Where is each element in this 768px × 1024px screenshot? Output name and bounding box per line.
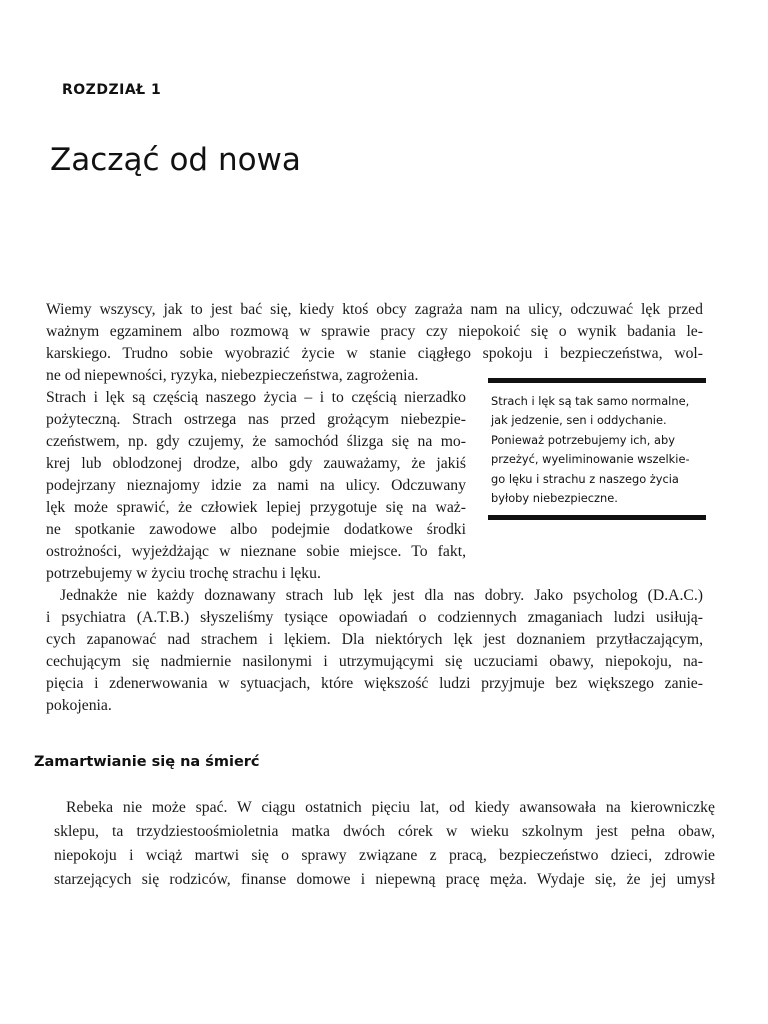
pull-quote-line: przeżyć, wyeliminowanie wszelkie- [491,452,690,467]
intro-line: czeństwem, np. gdy czujemy, że samochód ślizga się na mo- [46,433,466,450]
pull-quote-top-rule [488,378,706,383]
intro-line: Strach i lęk są częścią naszego życia – i to częścią nierzadko [46,389,466,406]
chapter-title: Zacząć od nowa [50,142,301,178]
pull-quote-text [491,392,706,508]
intro-line: ważnym egzaminem albo rozmową w sprawie pracy czy niepokoić się o wynik badania le- [46,323,703,340]
section-line: niepokoju i wciąż martwi się o sprawy związane z pracą, bezpieczeństwo dzieci, zdrowie [54,847,715,864]
intro-line: ostrożności, wyjeżdżając w nieznane sobie miejsce. To fakt, [46,543,466,560]
intro-line: pożyteczną. Strach ostrzega nas przed grożącym niebezpie- [46,411,466,428]
intro-line: Jednakże nie każdy doznawany strach lub lęk jest dla nas dobry. Jako psycholog (D.A.C.) [60,587,703,604]
section-line: starzejących się rodziców, finanse domowe i niepewną pracę męża. Wydaje się, że jej umysł [54,871,715,888]
chapter-label: ROZDZIAŁ 1 [62,82,162,98]
pull-quote-line: byłoby niebezpieczne. [491,491,618,506]
intro-line: karskiego. Trudno sobie wyobrazić życie w stanie ciągłego spokoju i bezpieczeństwa, wol- [46,345,703,362]
pull-quote-line: jak jedzenie, sen i oddychanie. [491,413,667,428]
intro-line: lęk może sprawić, że człowiek lepiej przygotuje się na waż- [46,499,466,516]
intro-line: ne spotkanie zawodowe albo podejmie dodatkowe środki [46,521,466,538]
intro-line: pokojenia. [46,697,112,714]
pull-quote-line: go lęku i strachu z naszego życia [491,471,679,486]
intro-line: podejrzany nieznajomy idzie za nami na ulicy. Odczuwany [46,477,466,494]
section-line: sklepu, ta trzydziestoośmioletnia matka dwóch córek w wieku szkolnym jest pełna obaw, [54,823,715,840]
pull-quote-bottom-rule [488,515,706,520]
intro-line: cych zapanować nad strachem i lękiem. Dla niektórych lęk jest doznaniem przytłaczającym, [46,631,703,648]
pull-quote-line: Ponieważ potrzebujemy ich, aby [491,432,675,447]
section-heading: Zamartwianie się na śmierć [34,754,260,770]
intro-line: krej lub oblodzonej drodze, albo gdy zauważamy, że jakiś [46,455,466,472]
intro-line: pięcia i zdenerwowania w sytuacjach, które większość ludzi przyjmuje bez większego zanie- [46,675,703,692]
intro-line: ne od niepewności, ryzyka, niebezpieczeństwa, zagrożenia. [46,367,419,384]
pull-quote [488,378,706,520]
intro-line: cechującym się nadmiernie nasilonymi i utrzymującymi się uczuciami obawy, niepokoju, na- [46,653,703,670]
pull-quote-line: Strach i lęk są tak samo normalne, [491,394,690,408]
intro-line: i psychiatra (A.T.B.) słyszeliśmy tysiące opowiadań o codziennych zmaganiach ludzi usiłują- [46,609,703,626]
intro-line: potrzebujemy w życiu trochę strachu i lęku. [46,565,321,582]
section-line: Rebeka nie może spać. W ciągu ostatnich pięciu lat, od kiedy awansowała na kierowniczkę [66,799,715,816]
intro-line: Wiemy wszyscy, jak to jest bać się, kiedy ktoś obcy zagraża nam na ulicy, odczuwać lęk przed [46,301,703,318]
